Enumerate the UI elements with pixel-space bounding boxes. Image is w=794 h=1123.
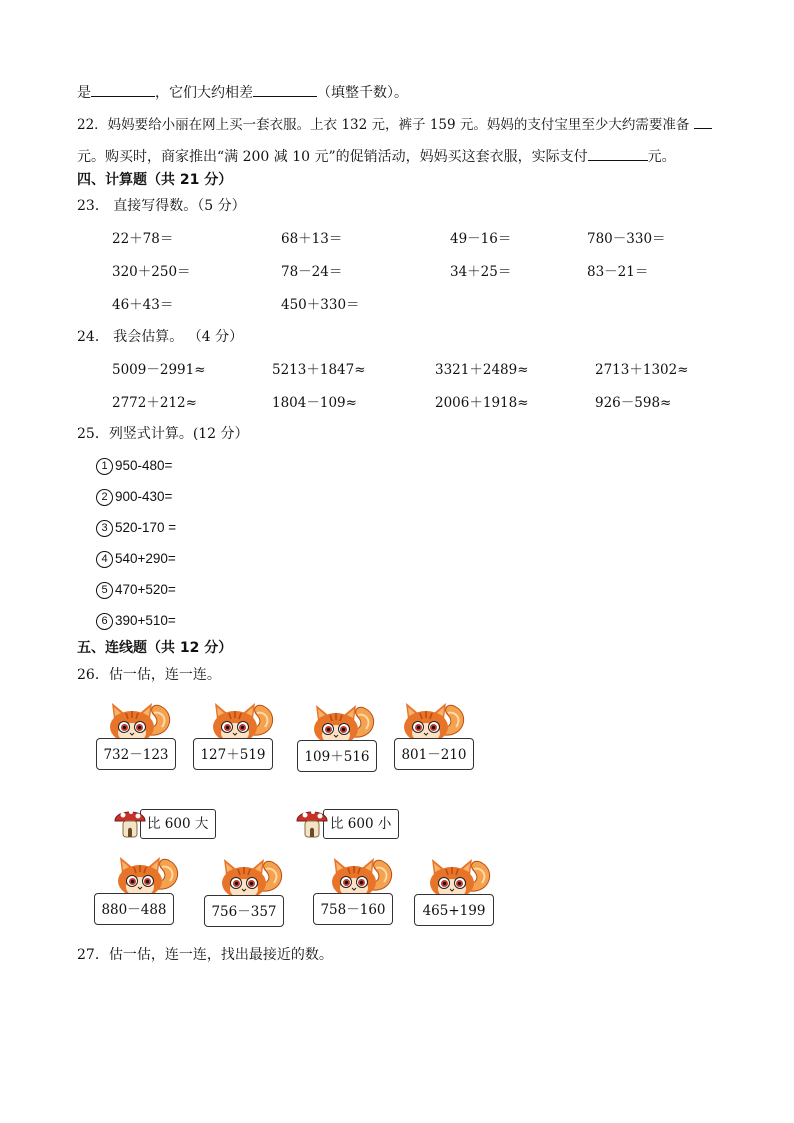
q25-item [96, 488, 172, 506]
q25-expr: 900-430= [115, 489, 173, 504]
q21-text-3: （填整千数）。 [317, 85, 408, 101]
q25-expr: 540+290= [115, 551, 176, 566]
greater-than-600-sign[interactable]: 比 600 大 [140, 809, 216, 839]
expression-card[interactable]: 880－488 [94, 893, 174, 925]
q23-item: 320＋250＝ [112, 264, 191, 280]
q22-line-1 [77, 114, 712, 134]
q21-text-1: 是 [77, 85, 91, 101]
answer-blank[interactable] [694, 114, 712, 129]
q22-text-1: 22．妈妈要给小丽在网上买一套衣服。上衣 132 元，裤子 159 元。妈妈的支付宝里至少大约需要准备 [77, 117, 690, 133]
expression-card[interactable]: 109＋516 [297, 740, 377, 772]
q24-title: 24． 我会估算。 （4 分） [77, 329, 244, 345]
answer-blank[interactable] [91, 82, 155, 97]
q25-expr: 470+520= [115, 582, 176, 597]
q23-item: 68＋13＝ [281, 231, 343, 247]
q25-expr: 390+510= [115, 613, 176, 628]
q24-item: 5009－2991≈ [112, 362, 206, 378]
section-4-title: 四、计算题（共 21 分） [77, 172, 233, 188]
q23-item: 83－21＝ [587, 264, 649, 280]
squirrel-icon [326, 852, 398, 898]
answer-blank[interactable] [588, 146, 648, 161]
circled-number: 2 [96, 489, 113, 506]
expression-card[interactable]: 801－210 [394, 738, 474, 770]
circled-number: 3 [96, 520, 113, 537]
q21-text-2: ，它们大约相差 [155, 85, 253, 101]
q25-item [96, 581, 176, 599]
squirrel-icon [207, 697, 279, 743]
mushroom-icon [295, 803, 329, 839]
answer-blank[interactable] [253, 82, 317, 97]
q25-item [96, 519, 176, 537]
mushroom-icon [113, 803, 147, 839]
q24-item: 2772＋212≈ [112, 395, 197, 411]
q25-expr: 520-170 = [115, 520, 177, 535]
q24-item: 2006＋1918≈ [435, 395, 529, 411]
q25-item [96, 550, 176, 568]
q24-item: 3321＋2489≈ [435, 362, 529, 378]
q25-item [96, 457, 172, 475]
q22-text-2a: 元。购买时，商家推出“满 200 减 10 元”的促销活动，妈妈买这套衣服，实际支付 [77, 149, 588, 165]
q22-text-2b: 元。 [647, 149, 676, 165]
q22-line-2 [77, 146, 676, 166]
section-5-title: 五、连线题（共 12 分） [77, 640, 233, 656]
q25-title: 25．列竖式计算。(12 分） [77, 426, 249, 442]
squirrel-icon [424, 853, 496, 899]
q23-item: 49－16＝ [450, 231, 512, 247]
circled-number: 5 [96, 582, 113, 599]
q25-expr: 950-480= [115, 458, 173, 473]
q26-title: 26．估一估，连一连。 [77, 667, 221, 683]
expression-card[interactable]: 756－357 [204, 895, 284, 927]
squirrel-icon [104, 697, 176, 743]
q23-title: 23． 直接写得数。（5 分） [77, 198, 246, 214]
q23-item: 34＋25＝ [450, 264, 512, 280]
q24-item: 1804－109≈ [272, 395, 357, 411]
q24-item: 2713＋1302≈ [595, 362, 689, 378]
expression-card[interactable]: 465+199 [414, 894, 494, 926]
squirrel-icon [398, 697, 470, 743]
q23-item: 22＋78＝ [112, 231, 174, 247]
q23-item: 46＋43＝ [112, 297, 174, 313]
q25-item [96, 612, 176, 630]
q27-title: 27．估一估，连一连，找出最接近的数。 [77, 947, 333, 963]
q24-item: 926－598≈ [595, 395, 672, 411]
circled-number: 1 [96, 458, 113, 475]
squirrel-icon [308, 699, 380, 745]
q23-item: 780－330＝ [587, 231, 666, 247]
less-than-600-sign[interactable]: 比 600 小 [323, 809, 399, 839]
q23-item: 78－24＝ [281, 264, 343, 280]
squirrel-icon [216, 853, 288, 899]
circled-number: 4 [96, 551, 113, 568]
expression-card[interactable]: 732－123 [96, 738, 176, 770]
circled-number: 6 [96, 613, 113, 630]
expression-card[interactable]: 127＋519 [193, 738, 273, 770]
squirrel-icon [112, 851, 184, 897]
q21-tail-line [77, 82, 408, 102]
q24-item: 5213＋1847≈ [272, 362, 366, 378]
expression-card[interactable]: 758－160 [313, 893, 393, 925]
q23-item: 450＋330＝ [281, 297, 360, 313]
